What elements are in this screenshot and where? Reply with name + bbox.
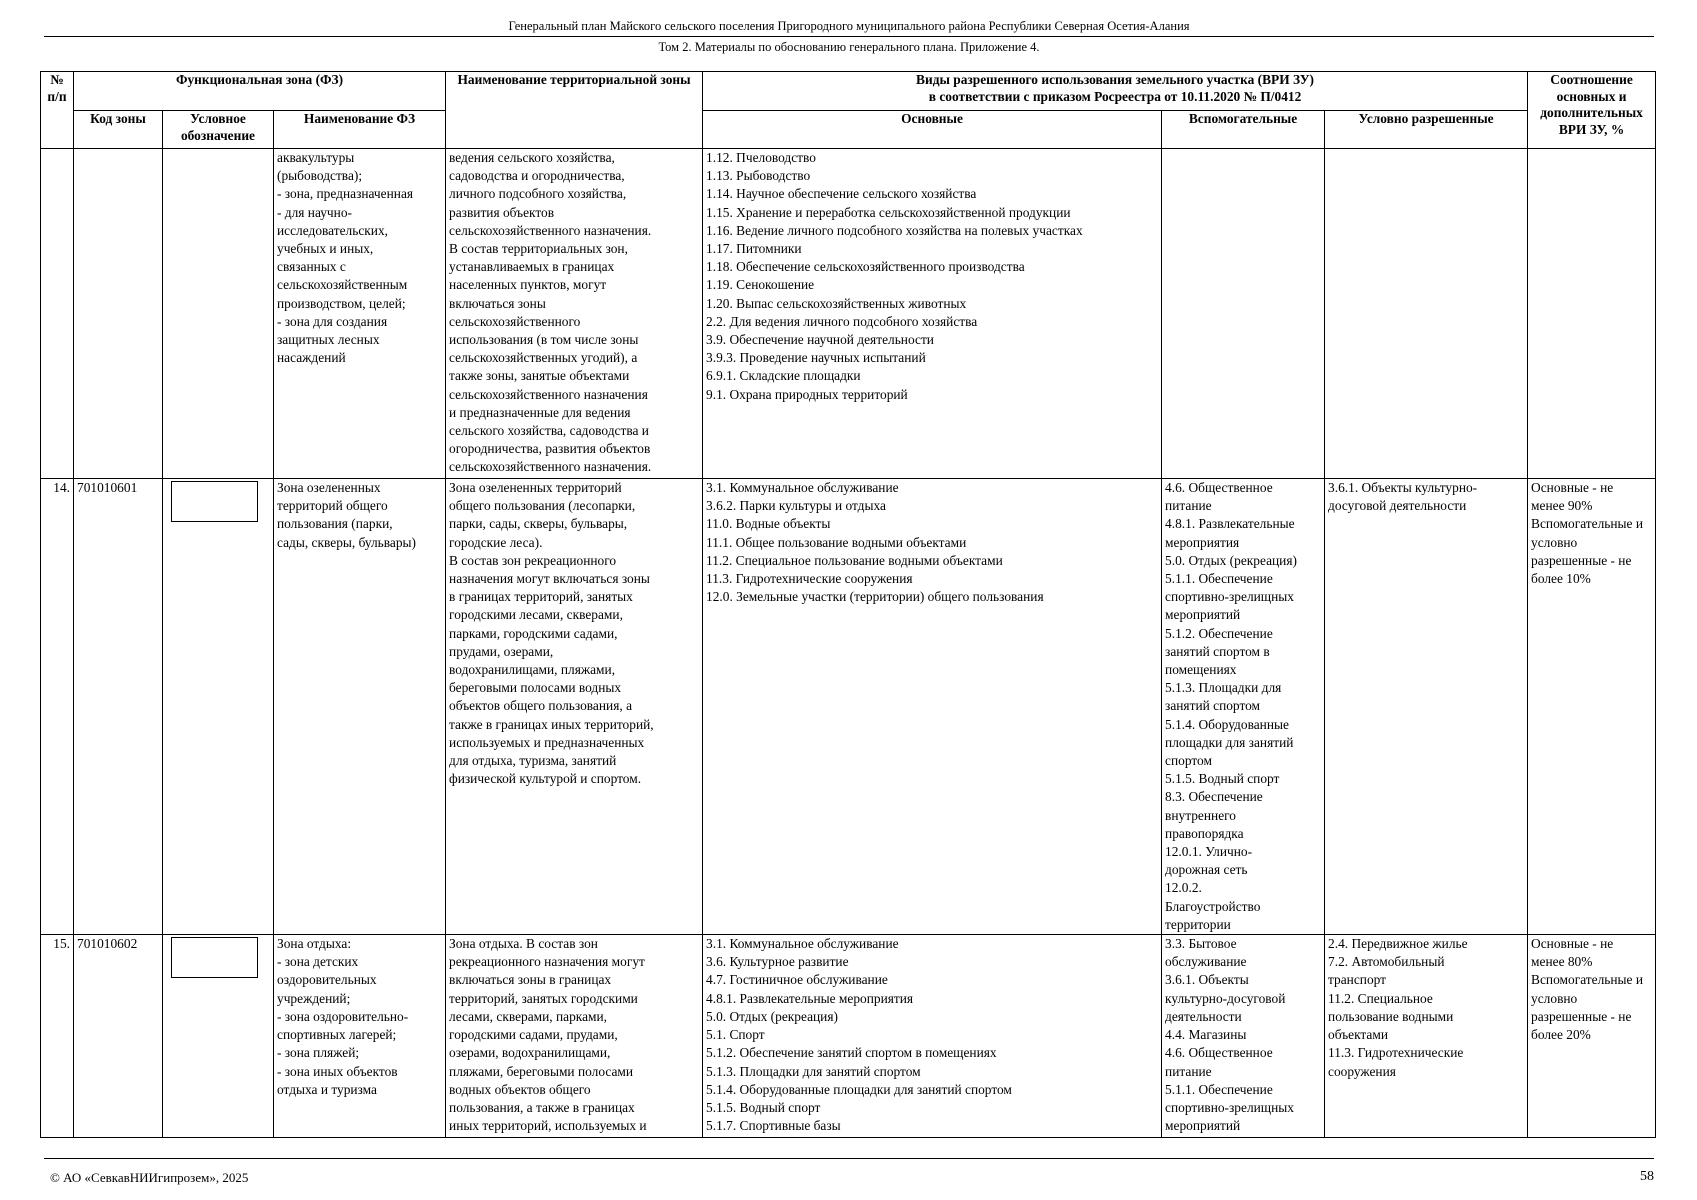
zones-table	[40, 71, 1656, 1138]
row-fz-name: аквакультуры (рыбоводства); - зона, предназначенная - для научно- исследовательских, учебных и иных, связанных с сельскохозяйственным производством, целей; - зона для создания защитных лесных насаждений	[274, 149, 446, 479]
table-row	[41, 935, 1656, 1138]
page-number: 58	[1640, 1169, 1654, 1184]
row-terr-zone: ведения сельского хозяйства, садоводства и огородничества, личного подсобного хозяйства, развития объектов сельскохозяйственного назначения. В состав территориальных зон, устанавливаемых в границах населенных пунктов, могут включаться зоны сельскохозяйственного использования (в том числе зоны сельскохозяйственных угодий), а также зоны, занятые объектами сельскохозяйственного назначения и предназначенные для ведения сельского хозяйства, садоводства и огородничества, развития объектов сельскохозяйственного назначения.	[446, 149, 703, 479]
row-code	[74, 149, 163, 479]
header-symbol: Условное обозначение	[163, 111, 274, 149]
row-cond: 2.4. Передвижное жилье 7.2. Автомобильный транспорт 11.2. Специальное пользование водными объектами 11.3. Гидротехнические сооружения	[1325, 935, 1528, 1138]
document-title: Генеральный план Майского сельского поселения Пригородного муниципального района Республики Северная Осетия-Алания	[44, 18, 1654, 37]
row-code: 701010602	[74, 935, 163, 1138]
header-ratio: Соотношение основных и дополнительных ВРИ ЗУ, %	[1528, 72, 1656, 149]
row-ratio	[1528, 149, 1656, 479]
header-fz-group: Функциональная зона (ФЗ)	[74, 72, 446, 111]
header-aux: Вспомогательные	[1162, 111, 1325, 149]
row-main: 3.1. Коммунальное обслуживание 3.6. Культурное развитие 4.7. Гостиничное обслуживание 4.8.1. Развлекательные мероприятия 5.0. Отдых (рекреация) 5.1. Спорт 5.1.2. Обеспечение занятий спортом в помещениях 5.1.3. Площадки для занятий спортом 5.1.4. Оборудованные площадки для занятий спортом 5.1.5. Водный спорт 5.1.7. Спортивные базы	[703, 935, 1162, 1138]
row-aux: 3.3. Бытовое обслуживание 3.6.1. Объекты культурно-досуговой деятельности 4.4. Магазины 4.6. Общественное питание 5.1.1. Обеспечение спортивно-зрелищных мероприятий	[1162, 935, 1325, 1138]
table-row	[41, 149, 1656, 479]
row-cond: 3.6.1. Объекты культурно- досуговой деятельности	[1325, 479, 1528, 935]
header-vri-group: Виды разрешенного использования земельного участка (ВРИ ЗУ) в соответствии с приказом Росреестра от 10.11.2020 № П/0412	[703, 72, 1528, 111]
row-num	[41, 149, 74, 479]
page-footer	[44, 1158, 1654, 1185]
row-num: 14.	[41, 479, 74, 935]
row-terr-zone: Зона отдыха. В состав зон рекреационного назначения могут включаться зоны в границах территорий, занятых городскими лесами, скверами, парками, городскими садами, прудами, озерами, водохранилищами, пляжами, береговыми полосами водных объектов общего пользования, а также в границах иных территорий, используемых и	[446, 935, 703, 1138]
row-main: 3.1. Коммунальное обслуживание 3.6.2. Парки культуры и отдыха 11.0. Водные объекты 11.1. Общее пользование водными объектами 11.2. Специальное пользование водными объектами 11.3. Гидротехнические сооружения 12.0. Земельные участки (территории) общего пользования	[703, 479, 1162, 935]
document-subtitle: Том 2. Материалы по обоснованию генерального плана. Приложение 4.	[658, 40, 1040, 54]
legend-swatch	[171, 481, 258, 522]
row-cond	[1325, 149, 1528, 479]
table-row	[41, 479, 1656, 935]
header-num: № п/п	[41, 72, 74, 149]
legend-swatch	[171, 937, 258, 978]
page-header	[44, 18, 1654, 55]
row-ratio: Основные - не менее 80% Вспомогательные и условно разрешенные - не более 20%	[1528, 935, 1656, 1138]
row-ratio: Основные - не менее 90% Вспомогательные и условно разрешенные - не более 10%	[1528, 479, 1656, 935]
row-main: 1.12. Пчеловодство 1.13. Рыбоводство 1.14. Научное обеспечение сельского хозяйства 1.15. Хранение и переработка сельскохозяйственной продукции 1.16. Ведение личного подсобного хозяйства на полевых участках 1.17. Питомники 1.18. Обеспечение сельскохозяйственного производства 1.19. Сенокошение 1.20. Выпас сельскохозяйственных животных 2.2. Для ведения личного подсобного хозяйства 3.9. Обеспечение научной деятельности 3.9.3. Проведение научных испытаний 6.9.1. Складские площадки 9.1. Охрана природных территорий	[703, 149, 1162, 479]
header-code: Код зоны	[74, 111, 163, 149]
row-num: 15.	[41, 935, 74, 1138]
copyright: © АО «СевкавНИИгипрозем», 2025	[50, 1170, 249, 1185]
row-symbol	[163, 935, 274, 1138]
row-fz-name: Зона отдыха: - зона детских оздоровительных учреждений; - зона оздоровительно- спортивных лагерей; - зона пляжей; - зона иных объектов отдыха и туризма	[274, 935, 446, 1138]
row-terr-zone: Зона озелененных территорий общего пользования (лесопарки, парки, сады, скверы, бульвары, городские леса). В состав зон рекреационного назначения могут включаться зоны в границах территорий, занятых городскими лесами, скверами, парками, городскими садами, прудами, озерами, водохранилищами, пляжами, береговыми полосами водных объектов общего пользования, а также в границах иных территорий, используемых и предназначенных для отдыха, туризма, занятий физической культурой и спортом.	[446, 479, 703, 935]
header-fz-name: Наименование ФЗ	[274, 111, 446, 149]
row-code: 701010601	[74, 479, 163, 935]
row-symbol	[163, 479, 274, 935]
row-symbol	[163, 149, 274, 479]
row-aux: 4.6. Общественное питание 4.8.1. Развлекательные мероприятия 5.0. Отдых (рекреация) 5.1.1. Обеспечение спортивно-зрелищных мероприятий 5.1.2. Обеспечение занятий спортом в помещениях 5.1.3. Площадки для занятий спортом 5.1.4. Оборудованные площадки для занятий спортом 5.1.5. Водный спорт 8.3. Обеспечение внутреннего правопорядка 12.0.1. Улично- дорожная сеть 12.0.2. Благоустройство территории	[1162, 479, 1325, 935]
header-main: Основные	[703, 111, 1162, 149]
header-cond: Условно разрешенные	[1325, 111, 1528, 149]
row-fz-name: Зона озелененных территорий общего пользования (парки, сады, скверы, бульвары)	[274, 479, 446, 935]
row-aux	[1162, 149, 1325, 479]
header-terr-zone: Наименование территориальной зоны	[446, 72, 703, 149]
